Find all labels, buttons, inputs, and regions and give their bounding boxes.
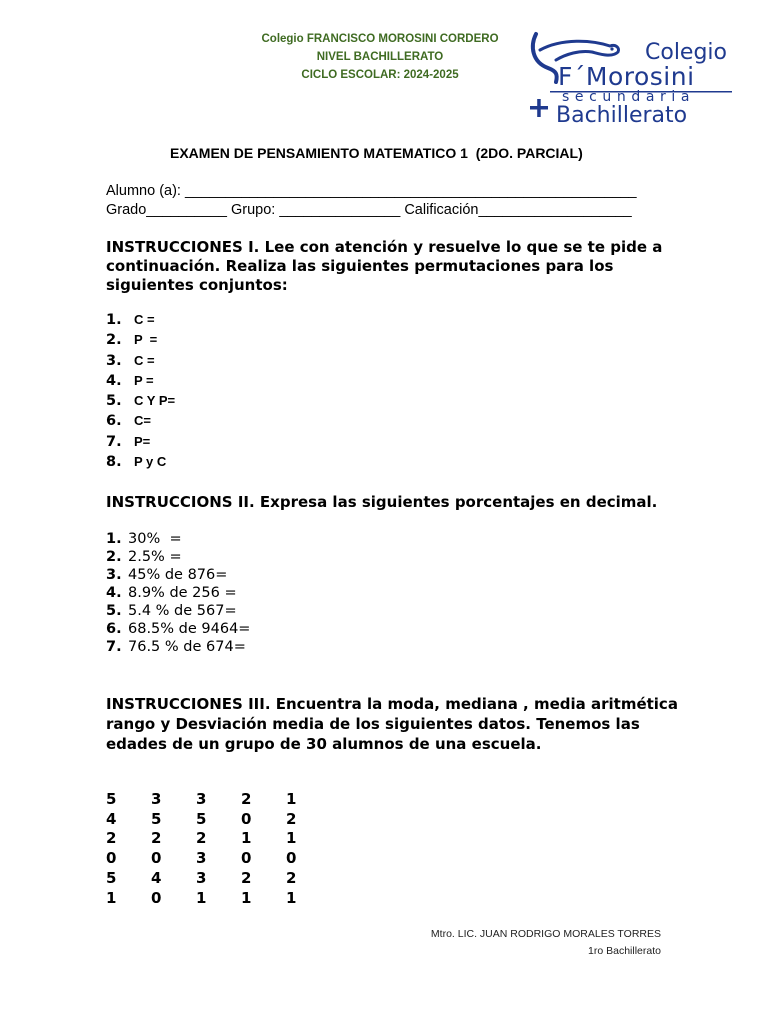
instructions-1-lead: INSTRUCCIONES I. — [106, 238, 260, 256]
table-cell: 1 — [241, 888, 252, 907]
list-item: 6. C= — [106, 413, 151, 430]
student-name-field: Alumno (a): ________________________________________________________ — [106, 183, 637, 199]
table-cell: 0 — [151, 888, 162, 907]
table-cell: 1 — [286, 829, 297, 848]
table-row — [98, 829, 323, 849]
ages-table — [98, 789, 323, 908]
table-cell: 1 — [286, 888, 297, 907]
list-item: 4. P = — [106, 372, 154, 389]
instructions-2-lead: INSTRUCCIONS II. — [106, 493, 255, 511]
school-name: Colegio FRANCISCO MOROSINI CORDERO — [261, 33, 499, 45]
table-cell: 4 — [151, 869, 162, 888]
instructions-3 — [106, 694, 686, 754]
table-cell: 2 — [286, 869, 297, 888]
logo-morosini: F´Morosini — [558, 62, 695, 91]
table-cell: 2 — [196, 829, 207, 848]
table-row — [98, 888, 323, 908]
table-cell: 4 — [106, 809, 117, 828]
table-cell: 1 — [241, 829, 252, 848]
table-cell: 3 — [196, 869, 207, 888]
table-cell: 3 — [151, 789, 162, 808]
table-cell: 2 — [106, 829, 117, 848]
list-item: 3. C = — [106, 352, 155, 369]
table-cell: 2 — [286, 809, 297, 828]
instructions-2 — [106, 493, 686, 512]
table-cell: 5 — [106, 869, 117, 888]
instructions-1 — [106, 238, 686, 295]
list-item: 1. C = — [106, 312, 155, 328]
school-header — [250, 30, 510, 84]
table-cell: 1 — [286, 789, 297, 808]
school-year: CICLO ESCOLAR: 2024-2025 — [301, 69, 459, 81]
instructions-3-text: Encuentra la moda, mediana , media aritmética rango y Desviación media de los siguientes datos. Tenemos las edades de un grupo de 30 alumnos de una escuela. — [106, 695, 678, 753]
list-item: 4. 8.9% de 256 = — [106, 585, 237, 601]
table-cell: 2 — [241, 789, 252, 808]
logo-colegio: Colegio — [645, 40, 728, 65]
table-row — [98, 789, 323, 809]
table-cell: 0 — [106, 849, 117, 868]
list-item: 2. 2.5% = — [106, 549, 182, 565]
instructions-1-text: Lee con atención y resuelve lo que se te pide a continuación. Realiza las siguientes permutaciones para los siguientes conjuntos: — [106, 238, 663, 294]
list-item: 7. 76.5 % de 674= — [106, 639, 246, 655]
table-row — [98, 868, 323, 888]
table-row — [98, 848, 323, 868]
school-level: NIVEL BACHILLERATO — [316, 51, 444, 63]
list-item: 8. P y C — [106, 454, 167, 471]
table-cell: 1 — [196, 888, 207, 907]
table-cell: 0 — [241, 809, 252, 828]
instructions-3-lead: INSTRUCCIONES III. — [106, 695, 271, 713]
logo-secundaria: secundaria — [562, 89, 696, 105]
table-cell: 1 — [106, 888, 117, 907]
list-item: 6. 68.5% de 9464= — [106, 621, 251, 637]
table-cell: 2 — [241, 869, 252, 888]
table-cell: 5 — [106, 789, 117, 808]
list-item: 1. 30% = — [106, 531, 182, 547]
table-cell: 0 — [151, 849, 162, 868]
list-item: 7. P= — [106, 433, 151, 450]
table-row — [98, 809, 323, 829]
table-cell: 0 — [241, 849, 252, 868]
logo-bachillerato: Bachillerato — [556, 103, 688, 128]
table-cell: 5 — [151, 809, 162, 828]
list-item: 5. 5.4 % de 567= — [106, 603, 237, 619]
table-cell: 0 — [286, 849, 297, 868]
list-item: 5. C Y P= — [106, 393, 176, 410]
grade-group-score-field: Grado__________ Grupo: _______________ Calificación___________________ — [106, 202, 632, 218]
list-item: 2. P = — [106, 332, 158, 349]
permutations-list — [106, 311, 175, 473]
table-cell: 5 — [196, 809, 207, 828]
table-cell: 3 — [196, 849, 207, 868]
teacher-group: 1ro Bachillerato — [588, 945, 661, 957]
exam-title: EXAMEN DE PENSAMIENTO MATEMATICO 1 (2DO. PARCIAL) — [170, 145, 583, 161]
school-logo — [522, 28, 737, 130]
table-cell: 2 — [151, 829, 162, 848]
teacher-name: Mtro. LIC. JUAN RODRIGO MORALES TORRES — [430, 928, 661, 940]
percentages-list — [106, 531, 250, 657]
teacher-signature — [431, 926, 661, 960]
instructions-2-text: Expresa las siguientes porcentajes en decimal. — [254, 493, 658, 511]
table-cell: 3 — [196, 789, 207, 808]
list-item: 3. 45% de 876= — [106, 567, 228, 583]
